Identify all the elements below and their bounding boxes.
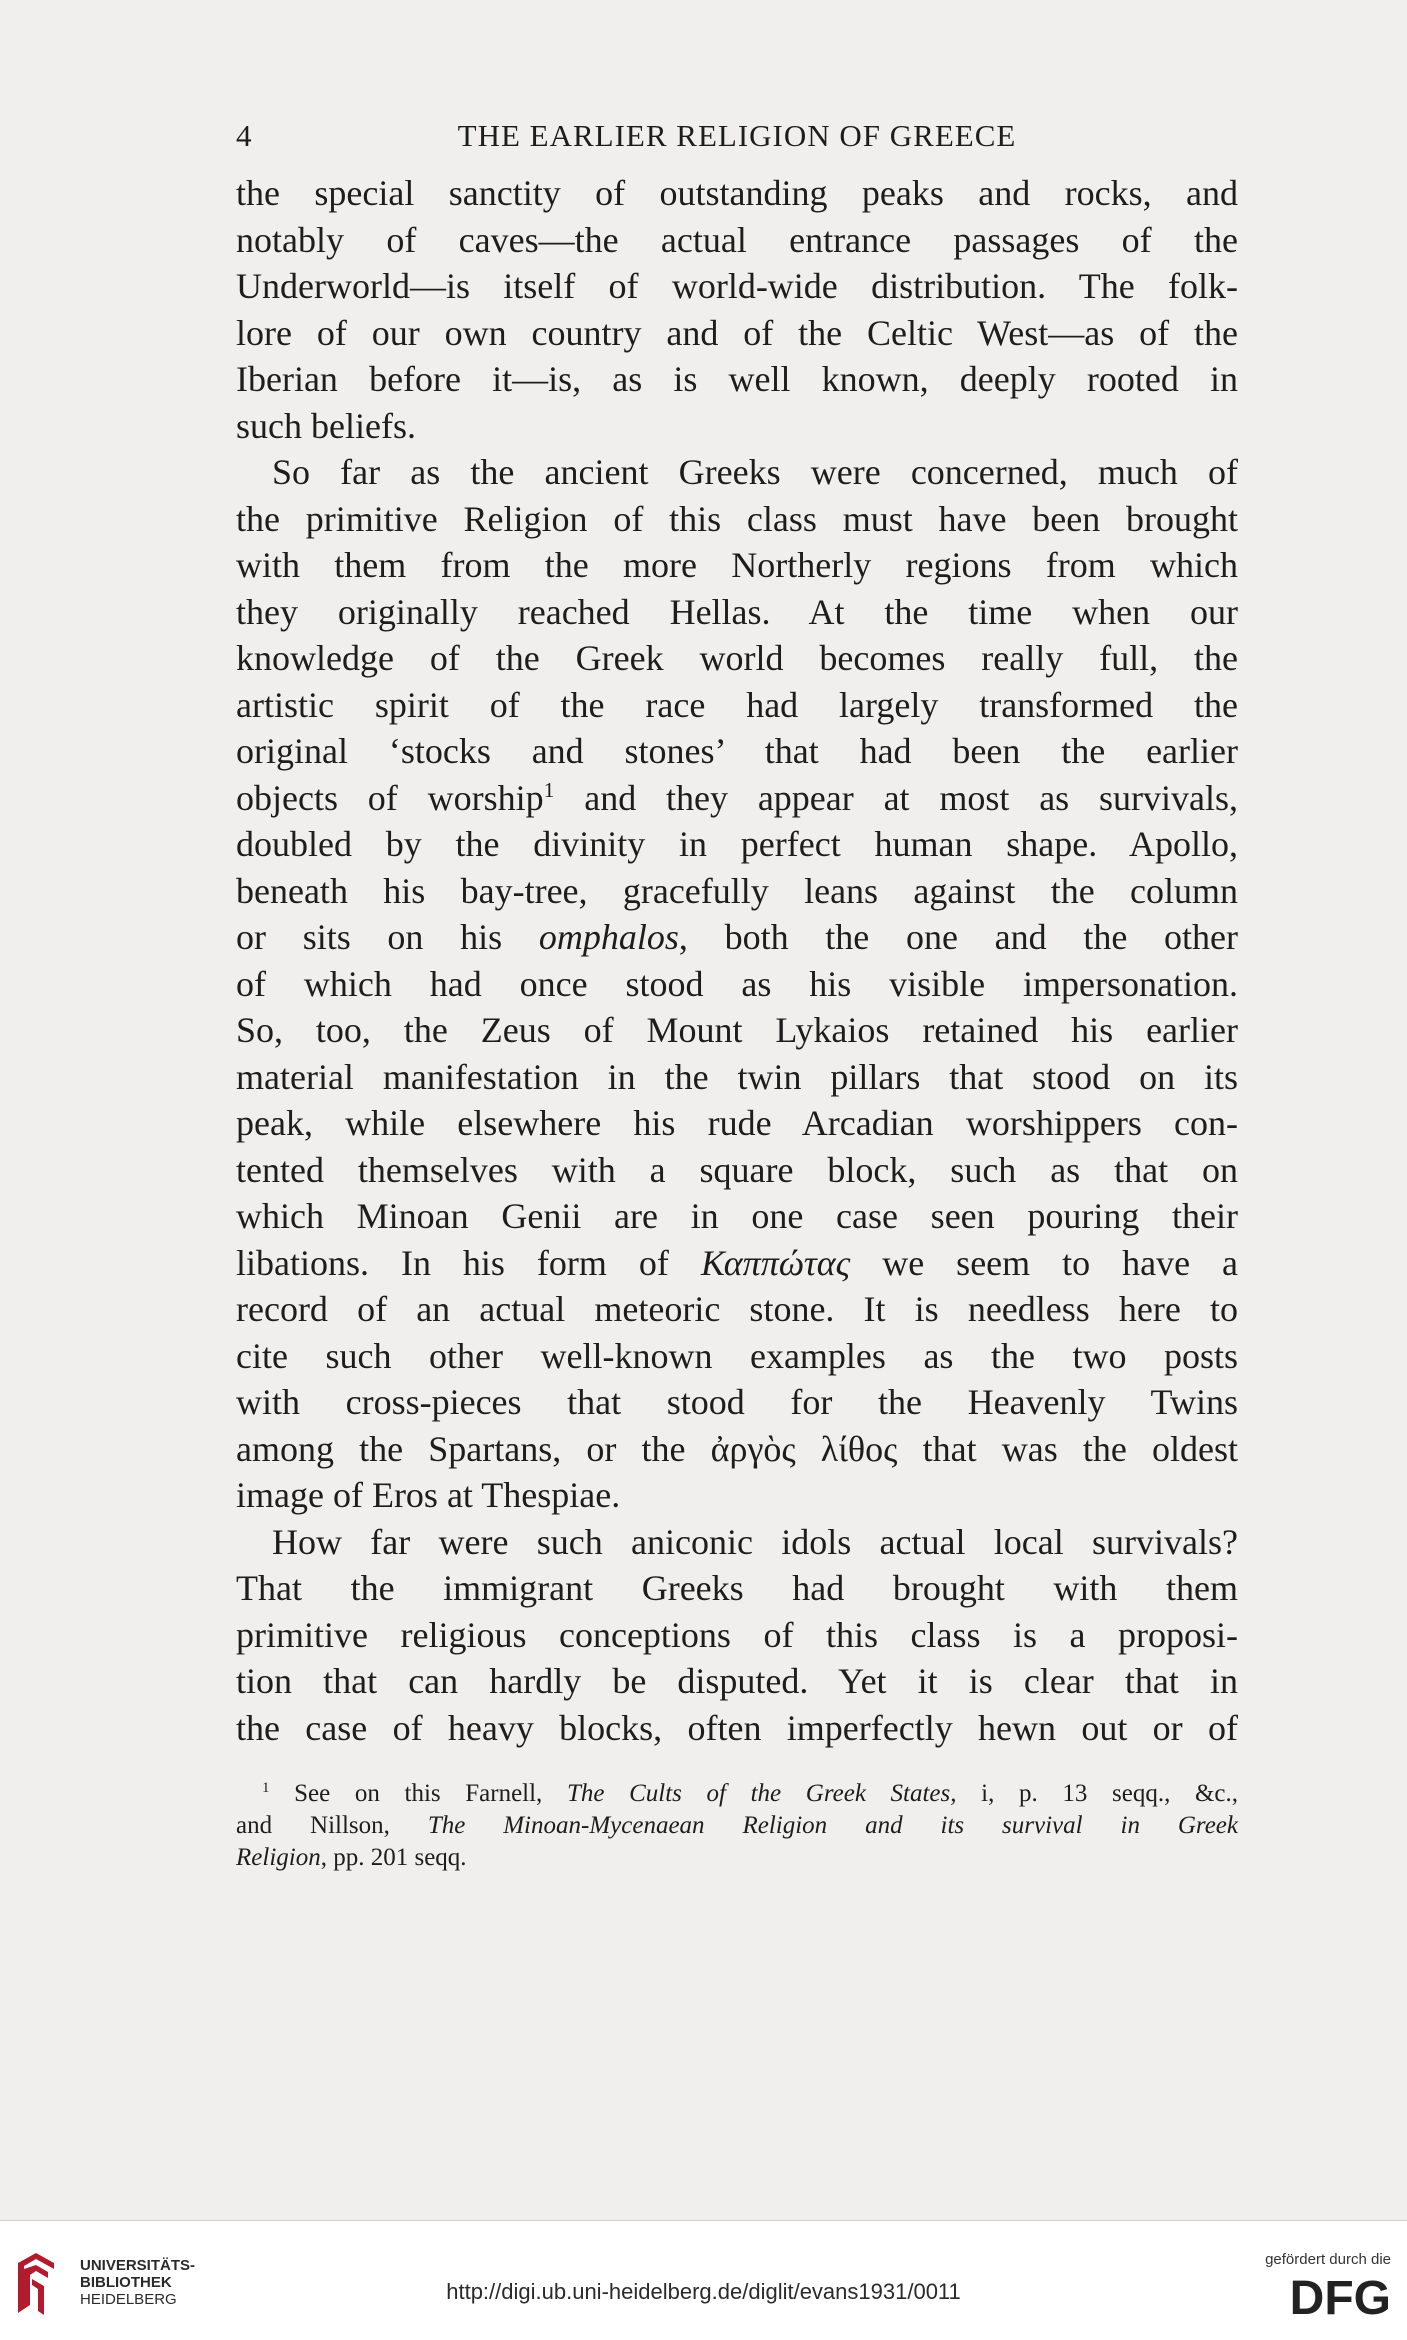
- text-line: So, too, the Zeus of Mount Lykaios retained his earlier: [236, 1010, 1238, 1050]
- footnote-reference: 1: [543, 777, 555, 802]
- text-line: knowledge of the Greek world becomes really full, the: [236, 638, 1238, 678]
- text-line: such beliefs.: [236, 405, 416, 446]
- text-fragment: , both the one and the other: [678, 917, 1239, 957]
- text-line: the primitive Religion of this class must have been brought: [236, 498, 1238, 539]
- italic-term: omphalos: [538, 917, 679, 957]
- text-line: of which had once stood as his visible impersonation.: [236, 963, 1238, 1004]
- text-fragment: among the Spartans, or the: [236, 1428, 711, 1469]
- paragraph-3: [236, 1519, 1238, 1752]
- text-fragment: we seem to have a: [850, 1242, 1238, 1283]
- text-line: record of an actual meteoric stone. It is needless here to: [236, 1289, 1238, 1329]
- text-fragment: See on this Farnell,: [269, 1780, 567, 1807]
- running-title: THE EARLIER RELIGION OF GREECE: [457, 118, 1017, 153]
- text-fragment: or sits on his: [236, 917, 539, 957]
- text-fragment: that was the oldest: [897, 1428, 1238, 1469]
- funding-label: gefördert durch die: [1265, 2251, 1391, 2268]
- greek-term: Καππώτας: [700, 1242, 851, 1283]
- text-line: So far as the ancient Greeks were concerned, much of: [272, 452, 1238, 492]
- body-text: [236, 170, 1238, 1751]
- text-line: [236, 775, 1238, 822]
- text-line: [236, 914, 1238, 961]
- text-line: peak, while elsewhere his rude Arcadian worshippers con-: [236, 1103, 1238, 1143]
- text-line: original ‘stocks and stones’ that had been the earlier: [236, 731, 1238, 771]
- text-line: with cross-pieces that stood for the Heavenly Twins: [236, 1382, 1238, 1422]
- text-fragment: , pp. 201 seqq.: [320, 1844, 467, 1871]
- text-fragment: and they appear at most as survivals,: [554, 777, 1238, 818]
- text-line: they originally reached Hellas. At the time when our: [236, 591, 1238, 632]
- text-line: Underworld—is itself of world-wide distribution. The folk-: [236, 266, 1238, 306]
- permalink-url[interactable]: http://digi.ub.uni-heidelberg.de/diglit/evans1931/0011: [446, 2279, 961, 2304]
- text-line: tion that can hardly be disputed. Yet it is clear that in: [236, 1661, 1238, 1701]
- library-name-line: UNIVERSITÄTS-: [80, 2257, 196, 2274]
- dfg-logo-text: DFG: [1289, 2272, 1391, 2318]
- footer-bar: [0, 2220, 1407, 2340]
- text-fragment: and Nillson,: [236, 1812, 428, 1839]
- library-name-line: BIBLIOTHEK: [80, 2274, 172, 2291]
- greek-term: ἀργὸς λίθος: [710, 1428, 898, 1469]
- text-line: doubled by the divinity in perfect human shape. Apollo,: [236, 824, 1238, 864]
- text-line: which Minoan Genii are in one case seen pouring their: [236, 1196, 1238, 1236]
- text-fragment: i, p. 13 seqq., &c.,: [956, 1780, 1238, 1807]
- text-line: the case of heavy blocks, often imperfectly hewn out or of: [236, 1707, 1238, 1748]
- paragraph-2: [236, 449, 1238, 1519]
- library-name-line: HEIDELBERG: [80, 2291, 177, 2308]
- text-line: primitive religious conceptions of this class is a proposi-: [236, 1614, 1238, 1655]
- text-line: That the immigrant Greeks had brought with them: [236, 1568, 1238, 1608]
- text-line: beneath his bay-tree, gracefully leans against the column: [236, 870, 1238, 911]
- running-head: [236, 118, 1238, 158]
- text-line: the special sanctity of outstanding peaks and rocks, and: [236, 173, 1238, 213]
- footnote-line: [236, 1778, 1238, 1810]
- footnote-line: [236, 1810, 1238, 1842]
- text-line: with them from the more Northerly regions from which: [236, 545, 1238, 585]
- text-line: image of Eros at Thespiae.: [236, 1475, 621, 1515]
- text-line: lore of our own country and of the Celtic West—as of the: [236, 312, 1238, 353]
- text-line: [236, 1240, 1238, 1287]
- text-line: Iberian before it—is, as is well known, deeply rooted in: [236, 359, 1238, 399]
- text-line: artistic spirit of the race had largely transformed the: [236, 684, 1238, 725]
- text-line: [236, 1426, 1238, 1473]
- text-line: cite such other well-known examples as the two posts: [236, 1335, 1238, 1376]
- text-line: How far were such aniconic idols actual local survivals?: [272, 1521, 1238, 1562]
- page-number: 4: [236, 118, 253, 153]
- text-line: material manifestation in the twin pillars that stood on its: [236, 1056, 1238, 1097]
- footnotes: [236, 1778, 1238, 1874]
- italic-title: The Cults of the Greek States,: [566, 1780, 957, 1807]
- italic-title: The Minoan-Mycenaean Religion and its survival in Greek: [427, 1812, 1239, 1839]
- text-fragment: libations. In his form of: [236, 1242, 701, 1283]
- text-line: notably of caves—the actual entrance passages of the: [236, 219, 1238, 260]
- footnote-line: [236, 1842, 1238, 1874]
- italic-title: Religion: [236, 1844, 321, 1871]
- paragraph-1: [236, 170, 1238, 449]
- footnote-marker: 1: [262, 1780, 270, 1796]
- text-fragment: objects of worship: [236, 777, 544, 818]
- dfg-logo-icon: [1261, 2272, 1391, 2318]
- funding-notice: [1231, 2251, 1391, 2318]
- text-line: tented themselves with a square block, such as that on: [236, 1149, 1238, 1190]
